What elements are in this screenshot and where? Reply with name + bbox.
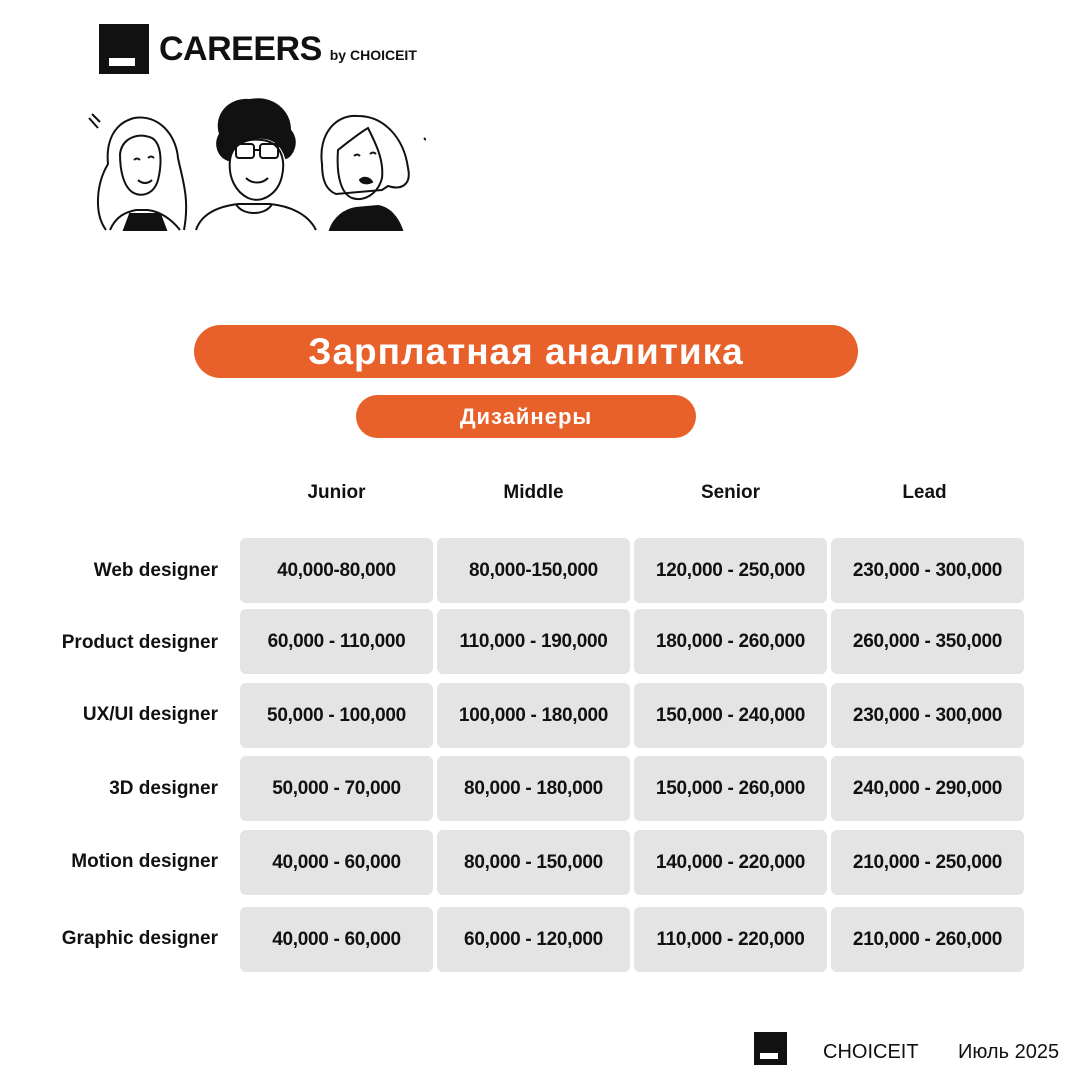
choiceit-footer-logo-icon: [754, 1032, 787, 1065]
row-label-3d-designer: 3D designer: [109, 778, 218, 799]
salary-cell: 260,000 - 350,000: [831, 609, 1024, 674]
row-label-graphic-designer: Graphic designer: [61, 928, 218, 949]
salary-cell: 80,000 - 150,000: [437, 830, 630, 895]
salary-cell: 80,000-150,000: [437, 538, 630, 603]
salary-cell: 150,000 - 260,000: [634, 756, 827, 821]
salary-cell: 210,000 - 260,000: [831, 907, 1024, 972]
column-header-middle: Middle: [503, 482, 564, 503]
salary-cell: 140,000 - 220,000: [634, 830, 827, 895]
salary-cell: 40,000-80,000: [240, 538, 433, 603]
salary-cell: 100,000 - 180,000: [437, 683, 630, 748]
salary-cell: 60,000 - 110,000: [240, 609, 433, 674]
row-label-web-designer: Web designer: [93, 560, 218, 581]
salary-cell: 60,000 - 120,000: [437, 907, 630, 972]
column-header-lead: Lead: [902, 482, 947, 503]
logo-subtitle: by CHOICEIT: [329, 47, 417, 63]
footer-date: Июль 2025: [958, 1041, 1060, 1063]
row-label-ux-ui-designer: UX/UI designer: [82, 704, 218, 725]
salary-cell: 110,000 - 220,000: [634, 907, 827, 972]
column-header-junior: Junior: [307, 482, 366, 503]
salary-cell: 40,000 - 60,000: [240, 907, 433, 972]
salary-cell: 120,000 - 250,000: [634, 538, 827, 603]
row-label-product-designer: Product designer: [61, 632, 218, 653]
row-label-motion-designer: Motion designer: [71, 851, 218, 872]
column-header-senior: Senior: [700, 482, 761, 503]
careers-logo: [99, 24, 417, 74]
salary-cell: 80,000 - 180,000: [437, 756, 630, 821]
choiceit-logo-icon: [99, 24, 149, 74]
salary-cell: 50,000 - 100,000: [240, 683, 433, 748]
salary-cell: 180,000 - 260,000: [634, 609, 827, 674]
salary-cell: 40,000 - 60,000: [240, 830, 433, 895]
salary-cell: 230,000 - 300,000: [831, 683, 1024, 748]
salary-cell: 210,000 - 250,000: [831, 830, 1024, 895]
salary-cell: 240,000 - 290,000: [831, 756, 1024, 821]
salary-cell: 230,000 - 300,000: [831, 538, 1024, 603]
salary-cell: 110,000 - 190,000: [437, 609, 630, 674]
report-title-banner: Зарплатная аналитика: [194, 325, 858, 378]
footer-brand: CHOICEIT: [823, 1041, 919, 1063]
people-illustration: [86, 94, 426, 234]
report-category-banner: Дизайнеры: [356, 395, 696, 438]
salary-cell: 150,000 - 240,000: [634, 683, 827, 748]
logo-title: CAREERS: [159, 29, 322, 68]
salary-cell: 50,000 - 70,000: [240, 756, 433, 821]
